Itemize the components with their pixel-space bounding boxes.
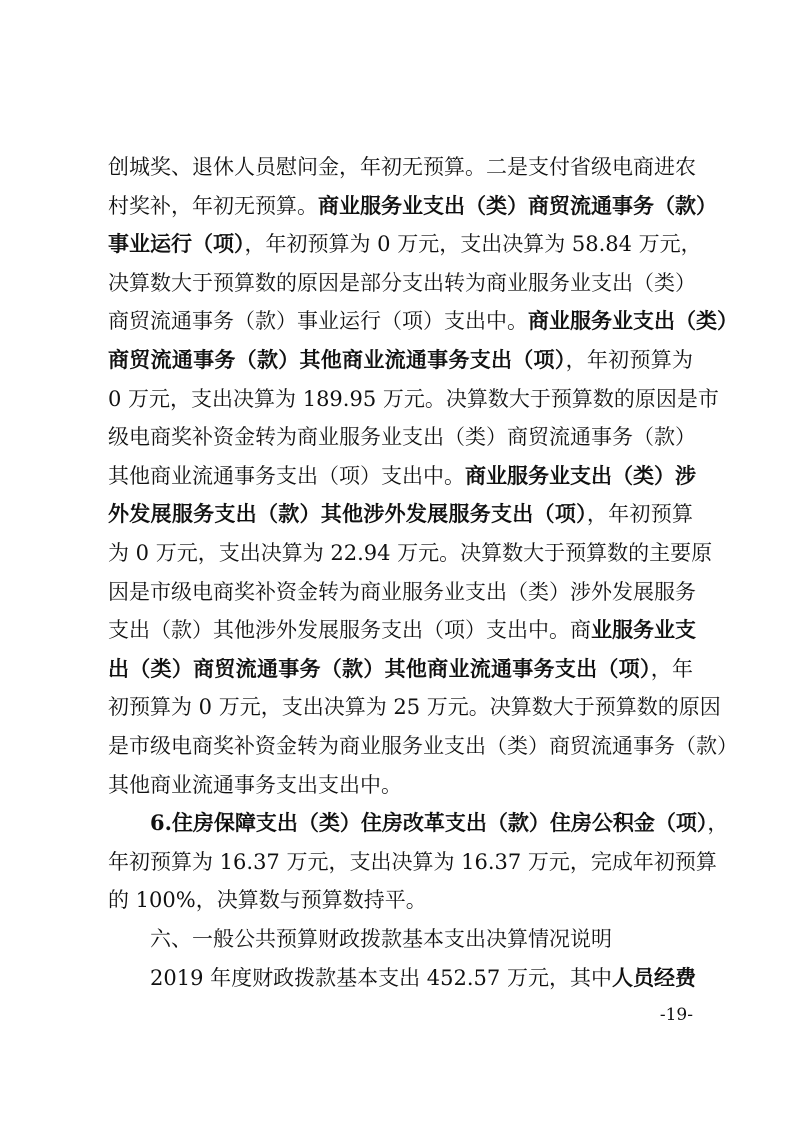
paragraph-line [108, 573, 696, 611]
text-segment: 创城奖、退休人员慰问金，年初无预算。二是支付省级电商进农 [108, 155, 696, 179]
bold-text-segment: 商业服务业支出（类）商贸流通事务（款） [318, 192, 717, 218]
bold-text-segment: 商贸流通事务（款）其他商业流通事务支出（项） [108, 347, 566, 372]
text-segment: 年初预算为 16.37 万元，支出决算为 16.37 万元，完成年初预算 [108, 849, 717, 874]
paragraph-line [108, 688, 721, 726]
paragraph-line [108, 766, 693, 804]
paragraph-line [108, 380, 719, 418]
paragraph-line [108, 302, 738, 340]
text-segment: 0 万元，支出决算为 189.95 万元。决算数大于预算数的原因是市 [108, 386, 719, 411]
paragraph-line [108, 843, 717, 881]
text-segment: 六、一般公共预算财政拨款基本支出决算情况说明 [150, 927, 612, 951]
text-segment: ， [707, 811, 729, 836]
paragraph-line [108, 881, 693, 919]
text-segment: ，年初预算 [586, 502, 694, 527]
bold-text-segment: 商业服务业支出（类） [528, 308, 738, 334]
paragraph-line [108, 264, 696, 302]
text-segment: 支出（款）其他涉外发展服务支出（项）支出中。商 [108, 618, 591, 643]
paragraph-line [108, 418, 696, 456]
text-segment: 其他商业流通事务支出（项）支出中。 [108, 463, 465, 488]
bold-text-segment: 商业服务业支出（类）涉 [465, 462, 696, 488]
paragraph-line [150, 959, 696, 997]
bold-text-segment: 出（类）商贸流通事务（款）其他商业流通事务支出（项） [108, 655, 651, 681]
text-segment: 其他商业流通事务支出支出中。 [108, 772, 402, 797]
bold-text-segment: 事业运行（项） [108, 231, 245, 257]
paragraph-line [108, 225, 702, 263]
text-segment: 村奖补，年初无预算。 [108, 193, 318, 218]
paragraph-line [108, 187, 717, 225]
text-segment: 决算数大于预算数的原因是部分支出转为商业服务业支出（类） [108, 270, 696, 295]
page-number: -19- [659, 1005, 693, 1025]
section-heading [150, 920, 693, 958]
text-segment: ，年初预算为 [565, 348, 693, 372]
text-segment: 为 0 万元，支出决算为 22.94 万元。决算数大于预算数的主要原 [108, 541, 713, 565]
bold-text-segment: 人员经费 [611, 964, 696, 990]
text-segment: 初预算为 0 万元，支出决算为 25 万元。决算数大于预算数的原因 [108, 695, 721, 720]
paragraph-line [150, 804, 729, 842]
paragraph-line [108, 650, 693, 688]
bold-text-segment: 业服务业支 [591, 617, 696, 643]
paragraph-line [108, 495, 693, 533]
text-segment: 因是市级电商奖补资金转为商业服务业支出（类）涉外发展服务 [108, 579, 696, 604]
text-segment: 级电商奖补资金转为商业服务业支出（类）商贸流通事务（款） [108, 425, 696, 450]
text-segment: 的 100%，决算数与预算数持平。 [108, 888, 427, 913]
paragraph-line [108, 148, 696, 186]
bold-text-segment: 外发展服务支出（款）其他涉外发展服务支出（项） [108, 501, 587, 527]
paragraph-line [108, 611, 696, 649]
text-segment: 商贸流通事务（款）事业运行（项）支出中。 [108, 309, 528, 334]
text-segment: ，年 [650, 656, 694, 681]
paragraph-line [108, 457, 696, 495]
paragraph-line [108, 341, 693, 379]
bold-text-segment: 6.住房保障支出（类）住房改革支出（款）住房公积金（项） [150, 810, 708, 836]
text-segment: 2019 年度财政拨款基本支出 452.57 万元，其中 [150, 965, 612, 990]
paragraph-line [108, 727, 738, 765]
text-segment: ，年初预算为 0 万元，支出决算为 58.84 万元， [244, 232, 702, 257]
text-segment: 是市级电商奖补资金转为商业服务业支出（类）商贸流通事务（款） [108, 734, 738, 758]
paragraph-line [108, 534, 713, 572]
